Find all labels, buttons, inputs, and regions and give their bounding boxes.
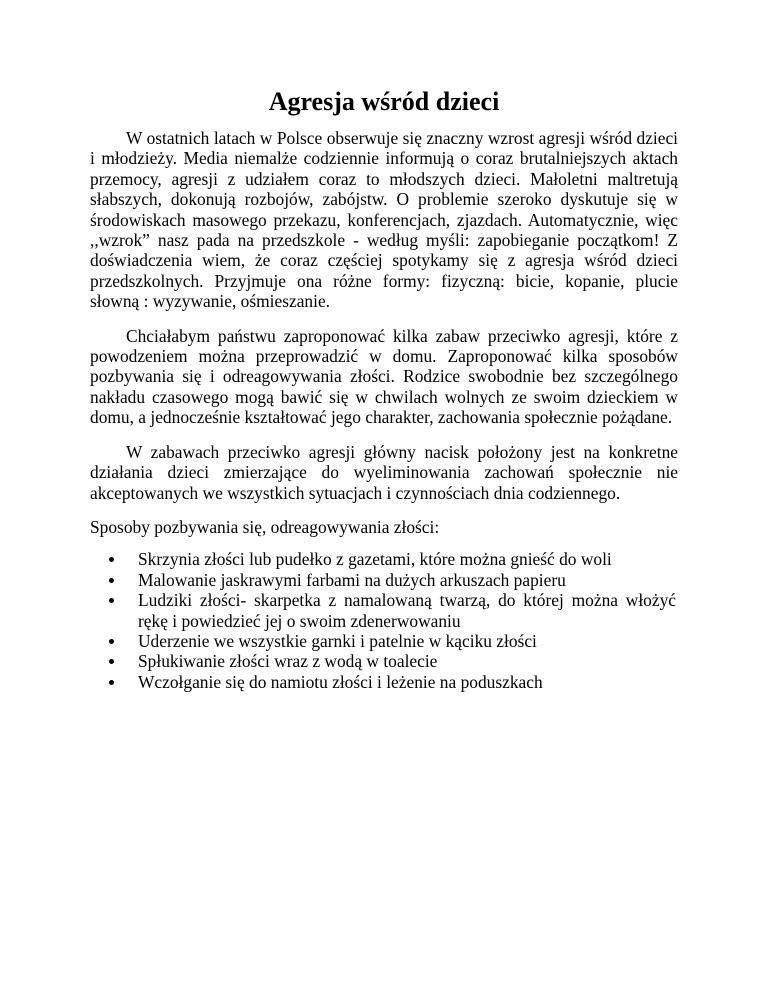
list-item bbox=[138, 631, 678, 651]
document-title: Agresja wśród dzieci bbox=[268, 87, 500, 116]
list-item-text: Uderzenie we wszystkie garnki i patelnie w kąciku złości bbox=[138, 630, 537, 651]
bullet-icon bbox=[109, 578, 114, 583]
list-item-text: Ludziki złości- skarpetka z namalowaną twarzą, do której można włożyć rękę i powiedzieć jej o swoim zdenerwowaniu bbox=[138, 590, 676, 631]
list-item-text: Malowanie jaskrawymi farbami na dużych arkuszach papieru bbox=[138, 569, 566, 590]
paragraph-proposal: Chciałabym państwu zaproponować kilka zabaw przeciwko agresji, które z powodzeniem można przeprowadzić w domu. Zaproponować kilka sposobów pozbywania się i odreagowywania złości. Rodzice swobodnie bez szczególnego nakładu czasowego mogą bawić się w chwilach wolnych ze swoim dzieckiem w domu, a jednocześnie kształtować jego charakter, zachowania społecznie pożądane. bbox=[90, 325, 678, 428]
list-item bbox=[138, 570, 678, 590]
list-item bbox=[138, 672, 678, 692]
list-item bbox=[138, 590, 678, 631]
list-heading: Sposoby pozbywania się, odreagowywania złości: bbox=[90, 516, 440, 537]
list-item-text: Skrzynia złości lub pudełko z gazetami, które można gnieść do woli bbox=[138, 549, 612, 570]
document-page bbox=[90, 84, 678, 692]
list-item-text: Spłukiwanie złości wraz z wodą w toalecie bbox=[138, 651, 438, 672]
paragraph-focus: W zabawach przeciwko agresji główny nacisk położony jest na konkretne działania dzieci zmierzające do wyeliminowania zachowań społecznie nie akceptowanych we wszystkich sytuacjach i czynnościach dnia codziennego. bbox=[90, 441, 678, 503]
bullet-icon bbox=[109, 680, 114, 685]
list-item bbox=[138, 651, 678, 671]
paragraph-intro: W ostatnich latach w Polsce obserwuje się znaczny wzrost agresji wśród dzieci i młodzieży. Media niemalże codziennie informują o coraz brutalniejszych aktach przemocy, agresji z udziałem coraz to młodszych dzieci. Małoletni maltretują słabszych, dokonują rozbojów, zabójstw. O problemie szeroko dyskutuje się w środowiskach masowego przekazu, konferencjach, zjazdach. Automatycznie, więc ,,wzrok” nasz pada na przedszkole - według myśli: zapobieganie początkom! Z doświadczenia wiem, że coraz częściej spotykamy się z agresja wśród dzieci przedszkolnych. Przyjmuje ona różne formy: fizyczną: bicie, kopanie, plucie słowną : wyzywanie, ośmieszanie. bbox=[90, 128, 678, 312]
bullet-icon bbox=[109, 598, 114, 603]
bullet-icon bbox=[109, 639, 114, 644]
list-item-text: Wczołganie się do namiotu złości i leżenie na poduszkach bbox=[138, 671, 543, 692]
anger-methods-list bbox=[90, 549, 678, 692]
list-item bbox=[138, 549, 678, 569]
bullet-icon bbox=[109, 557, 114, 562]
bullet-icon bbox=[109, 659, 114, 664]
